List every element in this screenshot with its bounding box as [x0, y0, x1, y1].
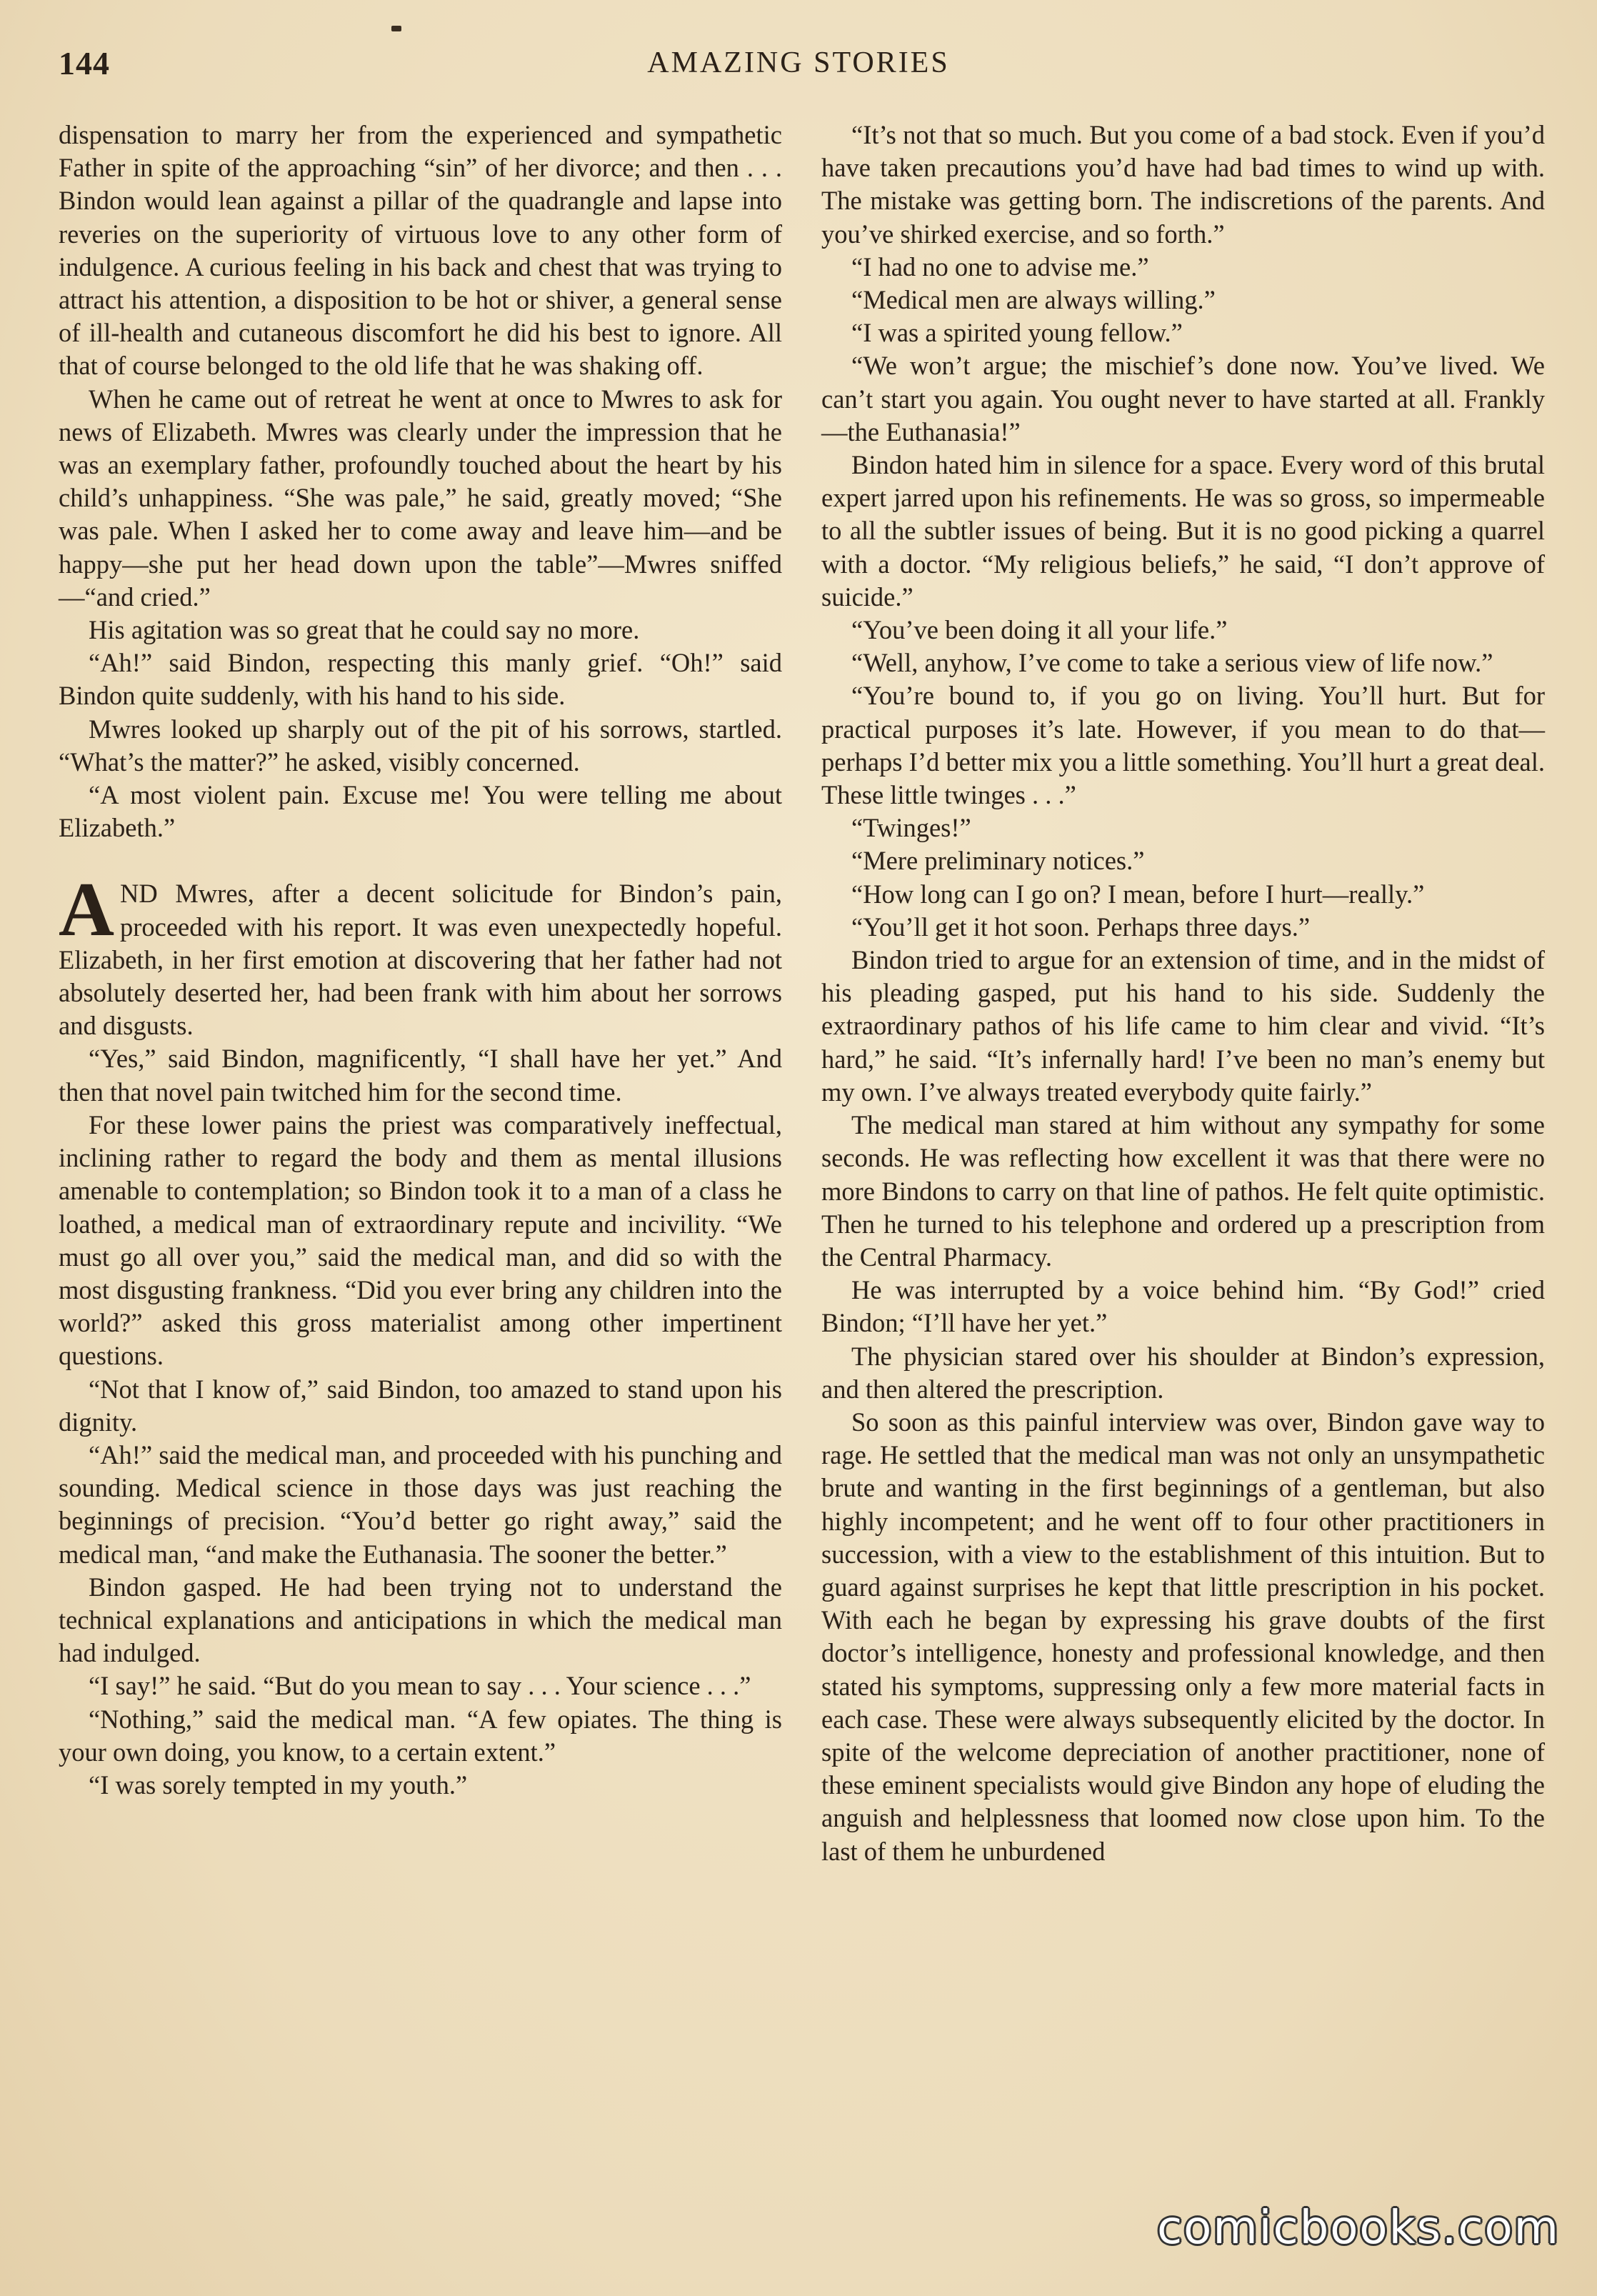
paragraph: “Medical men are always willing.”: [851, 285, 1216, 315]
paragraph-text: ND Mwres, after a decent solicitude for Bindon’s pain, proceeded with his report. It was even unexpectedly hopeful. Elizabeth, in her first emotion at discovering that her father had not absolutely deserted her, had been frank with him about her sorrows and disgusts.: [59, 879, 782, 1041]
paragraph: “Ah!” said Bindon, respecting this manly grief. “Oh!” said Bindon quite suddenly, with his hand to his side.: [59, 648, 782, 711]
paragraph: “I was sorely tempted in my youth.”: [89, 1770, 468, 1800]
page-number: 144: [59, 45, 110, 81]
paragraph: “Ah!” said the medical man, and proceeded with his punching and sounding. Medical science in those days was just reaching the beginnings of precision. “You’d better go right away,” said the medical man, “and make the Euthanasia. The sooner the better.”: [59, 1439, 782, 1569]
paragraph: The medical man stared at him without any sympathy for some seconds. He was reflecting how excellent it was that there were no more Bindons to carry on that line of pathos. He felt quite optimistic. Then he turned to his telephone and ordered up a prescription from the Central Pharmacy.: [821, 1110, 1545, 1272]
page-header: [59, 44, 1538, 87]
paragraph: Bindon gasped. He had been trying not to understand the technical explanations and anticipations in which the medical man had indulged.: [59, 1572, 782, 1668]
paragraph: “Nothing,” said the medical man. “A few opiates. The thing is your own doing, you know, to a certain extent.”: [59, 1704, 782, 1767]
paragraph: “You’re bound to, if you go on living. You’ll hurt. But for practical purposes it’s late. However, if you mean to do that—perhaps I’d better mix you a little something. You’ll hurt a great deal. These little twinges . . .”: [821, 681, 1545, 810]
paragraph: “Not that I know of,” said Bindon, too amazed to stand upon his dignity.: [59, 1374, 782, 1437]
right-column: [821, 119, 1545, 2205]
paragraph: dispensation to marry her from the experienced and sympathetic Father in spite of the approaching “sin” of her divorce; and then . . . Bindon would lean against a pillar of the quadrangle and lapse into reveries on the superiority of virtuous love to any other form of indulgence. A curious feeling in his back and chest that was trying to attract his attention, a disposition to be hot or shiver, a general sense of ill-health and cutaneous discomfort he did his best to ignore. All that of course belonged to the old life that he was shaking off.: [59, 120, 782, 381]
paragraph: Mwres looked up sharply out of the pit of his sorrows, startled. “What’s the matter?” he asked, visibly concerned.: [59, 714, 782, 777]
paragraph: “It’s not that so much. But you come of a bad stock. Even if you’d have taken precautions you’d have had bad times to wind up with. The mistake was getting born. The indiscretions of the parents. And you’ve shirked exercise, and so forth.”: [821, 120, 1545, 249]
paragraph: The physician stared over his shoulder at Bindon’s expression, and then altered the prescription.: [821, 1341, 1545, 1404]
paragraph: “A most violent pain. Excuse me! You were telling me about Elizabeth.”: [59, 780, 782, 843]
paragraph: When he came out of retreat he went at once to Mwres to ask for news of Elizabeth. Mwres was clearly under the impression that he was an exemplary father, profoundly touched about the heart by his child’s unhappiness. “She was pale,” he said, greatly moved; “She was pale. When I asked her to come away and leave him—and be happy—she put her head down upon the table”—Mwres sniffed—“and cried.”: [59, 384, 782, 612]
paragraph: “Yes,” said Bindon, magnificently, “I shall have her yet.” And then that novel pain twitched him for the second time.: [59, 1044, 782, 1107]
paragraph: Bindon hated him in silence for a space. Every word of this brutal expert jarred upon his refinements. He was so gross, so impermeable to all the subtler issues of being. But it is no good picking a quarrel with a doctor. “My religious beliefs,” he said, “I don’t approve of suicide.”: [821, 450, 1545, 612]
magazine-title: AMAZING STORIES: [647, 46, 950, 79]
drop-cap: A: [59, 867, 114, 953]
paragraph: “I had no one to advise me.”: [851, 251, 1149, 281]
paragraph: So soon as this painful interview was over, Bindon gave way to rage. He settled that the medical man was not only an unsympathetic brute and wanting in the first beginnings of a gentleman, but also highly incompetent; and he went off to four other practitioners in succession, with a view to the establishment of this intuition. But to guard against surprises he kept that little prescription in his pocket. With each he began by expressing his grave doubts of the first doctor’s intelligence, honesty and professional knowledge, and then stated his symptoms, suppressing only a few more material facts in each case. These were always subsequently elicited by the doctor. In spite of the welcome depreciation of another practitioner, none of these eminent specialists would give Bindon any hope of eluding the anguish and helplessness that loomed now close upon him. To the last of them he unburdened: [821, 1407, 1545, 1866]
paragraph: He was interrupted by a voice behind him. “By God!” cried Bindon; “I’ll have her yet.”: [821, 1275, 1545, 1338]
paragraph: “Well, anyhow, I’ve come to take a serious view of life now.”: [851, 648, 1493, 678]
paragraph: For these lower pains the priest was comparatively ineffectual, inclining rather to regard the body and them as mental illusions amenable to contemplation; so Bindon took it to a man of a class he loathed, a medical man of extraordinary repute and incivility. “We must go all over you,” said the medical man, and did so with the most disgusting frankness. “Did you ever bring any children into the world?” asked this gross materialist among other impertinent questions.: [59, 1109, 782, 1371]
paragraph: Bindon tried to argue for an extension of time, and in the midst of his pleading gasped, put his hand to his side. Suddenly the extraordinary pathos of his life came to him clear and vivid. “It’s hard,” he said. “It’s infernally hard! I’ve been no man’s enemy but my own. I’ve always treated everybody quite fairly.”: [821, 945, 1545, 1107]
paragraph: “I was a spirited young fellow.”: [851, 318, 1183, 348]
paragraph: “Mere preliminary notices.”: [851, 846, 1145, 876]
paragraph: “I say!” he said. “But do you mean to say . . . Your science . . .”: [89, 1671, 751, 1701]
section-opening-paragraph: [59, 867, 782, 1042]
print-mark: [391, 26, 401, 31]
paragraph: “Twinges!”: [851, 813, 971, 843]
paragraph: “We won’t argue; the mischief’s done now. You’ve lived. We can’t start you again. You ought never to have started at all. Frankly—the Euthanasia!”: [821, 351, 1545, 446]
left-column: [59, 119, 782, 2205]
site-watermark: comicbooks.com: [1156, 2202, 1560, 2255]
paragraph: “How long can I go on? I mean, before I hurt—really.”: [851, 879, 1425, 909]
paragraph: “You’ve been doing it all your life.”: [851, 615, 1228, 645]
paragraph: “You’ll get it hot soon. Perhaps three days.”: [851, 912, 1311, 942]
paragraph: His agitation was so great that he could say no more.: [89, 615, 640, 645]
